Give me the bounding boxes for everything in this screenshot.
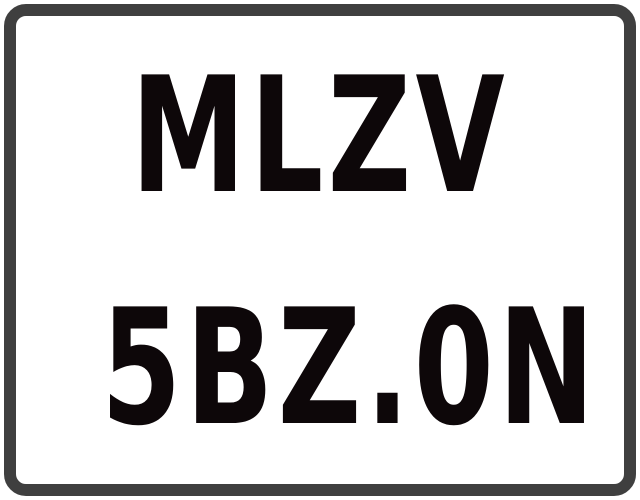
plate-line-1: MLZV [130, 42, 509, 229]
plate-line-2: 5BZ.0N [101, 274, 599, 461]
license-plate [4, 4, 636, 496]
